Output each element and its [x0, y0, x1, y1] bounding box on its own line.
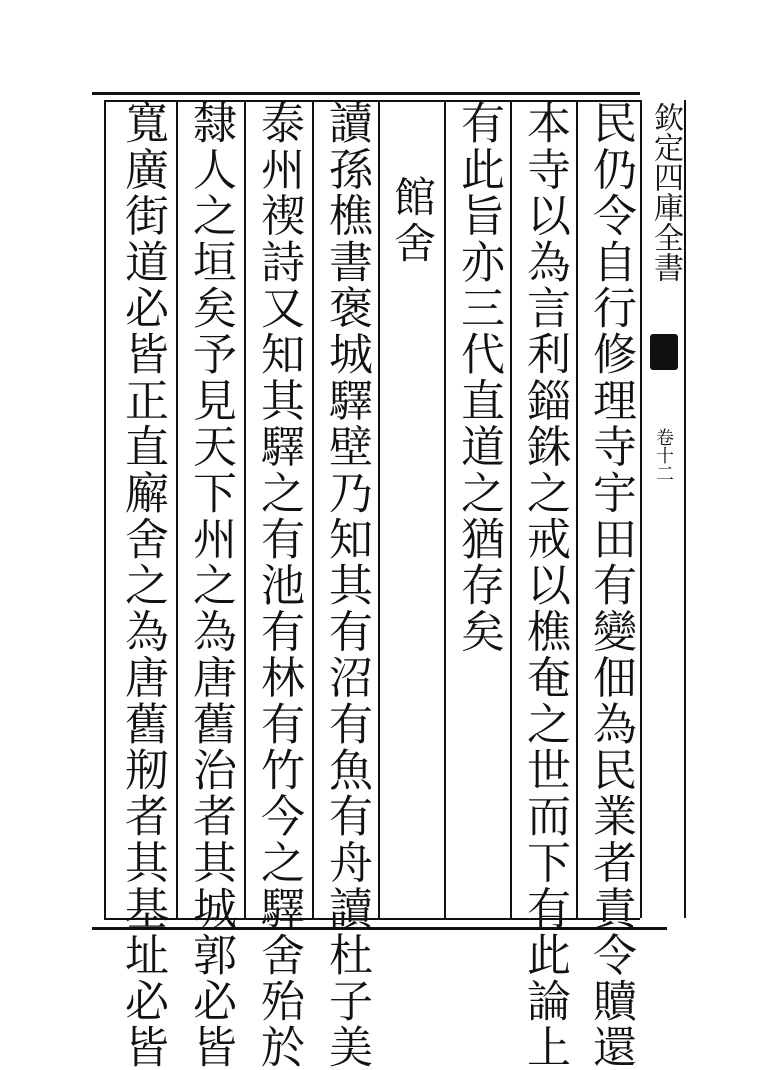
- column-divider: [312, 100, 314, 918]
- fish-tail-mark: [650, 334, 678, 370]
- right-border: [640, 100, 642, 918]
- section-heading: 館舍: [388, 175, 437, 267]
- text-column-7: 寬廣街道必皆正直廨舍之為唐舊剏者其基址必皆: [117, 100, 168, 1070]
- left-border: [104, 100, 106, 918]
- column-divider: [576, 100, 578, 918]
- text-column-6: 隸人之垣矣予見天下州之為唐舊治者其城郭必皆: [185, 100, 236, 1070]
- top-border-outer: [92, 92, 640, 95]
- margin-book-title: 欽定四庫全書: [648, 102, 683, 282]
- margin-juan-number: 卷十二: [653, 428, 674, 482]
- column-divider: [176, 100, 178, 918]
- column-divider: [378, 100, 380, 918]
- column-divider: [510, 100, 512, 918]
- text-column-3: 有此旨亦三代直道之猶存矣: [453, 100, 504, 655]
- bottom-border-outer: [92, 927, 667, 930]
- column-divider: [244, 100, 246, 918]
- text-column-4: 讀孫樵書褒城驛壁乃知其有沼有魚有舟讀杜子美: [321, 100, 372, 1070]
- column-divider: [444, 100, 446, 918]
- text-column-5: 泰州禊詩又知其驛之有池有林有竹今之驛舍殆於: [253, 100, 304, 1070]
- text-column-2: 本寺以為言利錙銖之戒以樵奄之世而下有此論上: [519, 100, 570, 1070]
- text-column-1: 民仍令自行修理寺宇田有變佃為民業者責令贖還: [585, 100, 636, 1070]
- margin-right-border: [684, 100, 686, 918]
